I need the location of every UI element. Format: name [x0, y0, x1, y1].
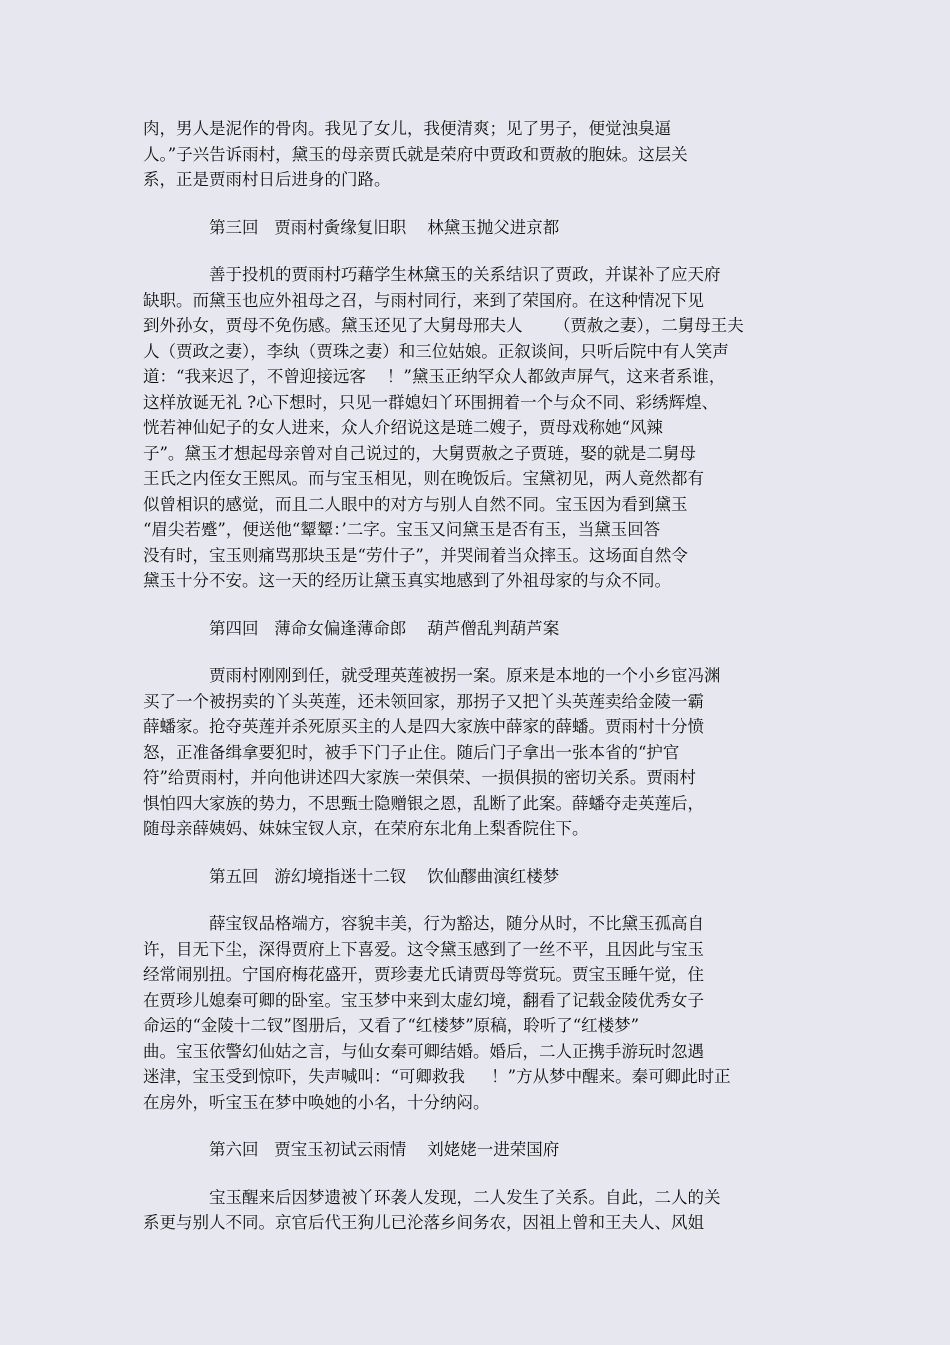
text-line: 随母亲薛姨妈、妹妹宝钗人京，在荣府东北角上梨香院住下。	[143, 819, 589, 838]
chapter-6-summary	[143, 1185, 793, 1236]
chapter-3-summary	[143, 262, 793, 594]
text-line: 肉，男人是泥作的骨肉。我见了女儿，我便清爽；见了男子，便觉浊臭逼	[143, 119, 671, 138]
text-line: 怒，正准备缉拿要犯时，被手下门子止住。随后门子拿出一张本省的“护官	[143, 742, 680, 762]
text-line: 经常闹别扭。宁国府梅花盛开，贾珍妻尤氏请贾母等赏玩。贾宝玉睡午觉，住	[143, 965, 704, 984]
text-line: 薛蟠家。抢夺英莲并杀死原买主的人是四大家族中薛家的薛蟠。贾雨村十分愤	[143, 717, 704, 736]
text-line: 贾雨村刚刚到任，就受理英莲被拐一案。原来是本地的一个小乡宦冯渊	[209, 666, 721, 685]
chapter-5-summary	[143, 911, 793, 1115]
text-line: 恍若神仙妃子的女人进来，众人介绍说这是琏二嫂子，贾母戏称她“风辣	[143, 418, 663, 437]
continuation-paragraph	[143, 116, 793, 193]
text-line: 命运的“金陵十二钗”图册后，又看了“红楼梦”原稿，聆听了“红楼梦”	[143, 1016, 640, 1035]
text-line: 在贾珍儿媳秦可卿的卧室。宝玉梦中来到太虚幻境，翻看了记载金陵优秀女子	[143, 990, 704, 1010]
text-line: 善于投机的贾雨村巧藉学生林黛玉的关系结识了贾政，并谋补了应天府	[209, 265, 721, 284]
text-line: 黛玉十分不安。这一天的经历让黛玉真实地感到了外祖母家的与众不同。	[143, 571, 671, 590]
text-line: 许，目无下尘，深得贾府上下喜爱。这令黛玉感到了一丝不平，且因此与宝玉	[143, 939, 704, 959]
text-line: 系，正是贾雨村日后进身的门路。	[143, 170, 391, 189]
chapter-4-heading: 第四回 薄命女偏逢薄命郎 葫芦僧乱判葫芦案	[209, 618, 560, 638]
chapter-3-heading: 第三回 贾雨村夤缘复旧职 林黛玉抛父进京都	[209, 217, 560, 237]
text-line: 在房外，听宝玉在梦中唤她的小名，十分纳闷。	[143, 1092, 490, 1112]
text-line: 缺职。而黛玉也应外祖母之召，与雨村同行，来到了荣国府。在这种情况下见	[143, 290, 704, 310]
text-line: 人（贾政之妻），李纨（贾珠之妻）和三位姑娘。正叙谈间，只听后院中有人笑声	[143, 341, 729, 361]
text-line: 买了一个被拐卖的丫头英莲，还未领回家，那拐子又把丫头英莲卖给金陵一霸	[143, 691, 704, 711]
text-line: 人。”子兴告诉雨村，黛玉的母亲贾氏就是荣府中贾政和贾赦的胞妹。这层关	[143, 144, 688, 164]
text-line: “眉尖若蹙”，便送他“颦颦：’二字。宝玉又问黛玉是否有玉，当黛玉回答	[143, 520, 661, 539]
chapter-5-heading: 第五回 游幻境指迷十二钗 饮仙醪曲演红楼梦	[209, 866, 560, 886]
text-line: 系更与别人不同。京官后代王狗儿已沦落乡间务农，因祖上曾和王夫人、风姐	[143, 1213, 704, 1232]
text-line: 曲。宝玉依警幻仙姑之言，与仙女秦可卿结婚。婚后，二人正携手游玩时忽遇	[143, 1041, 704, 1061]
document-body	[143, 116, 793, 1236]
text-line: 到外孙女，贾母不免伤感。黛玉还见了大舅母邢夫人 （贾赦之妻），二舅母王夫	[143, 316, 744, 335]
text-line: 迷津，宝玉受到惊吓，失声喊叫：“可卿救我 ！”方从梦中醒来。秦可卿此时正	[143, 1067, 731, 1086]
text-line: 宝玉醒来后因梦遗被丫环袭人发现，二人发生了关系。自此，二人的关	[209, 1187, 721, 1207]
text-line: 王氏之内侄女王熙凤。而与宝玉相见，则在晚饭后。宝黛初见，两人竟然都有	[143, 469, 704, 488]
text-line: 似曾相识的感觉，而且二人眼中的对方与别人自然不同。宝玉因为看到黛玉	[143, 494, 688, 514]
text-line: 薛宝钗品格端方，容貌丰美，行为豁达，随分从时，不比黛玉孤高自	[209, 914, 704, 933]
text-line: 符”给贾雨村，并向他讲述四大家族一荣俱荣、一损俱损的密切关系。贾雨村	[143, 768, 696, 787]
chapter-4-summary	[143, 663, 793, 842]
text-line: 子”。黛玉才想起母亲曾对自己说过的，大舅贾赦之子贾琏，娶的就是二舅母	[143, 443, 696, 463]
chapter-6-heading: 第六回 贾宝玉初试云雨情 刘姥姥一进荣国府	[209, 1140, 560, 1159]
text-line: 惧怕四大家族的势力，不思甄士隐赠银之恩，乱断了此案。薛蟠夺走英莲后，	[143, 793, 704, 813]
text-line: 这样放诞无礼 ?心下想时，只见一群媳妇丫环围拥着一个与众不同、彩绣辉煌、	[143, 392, 719, 412]
text-line: 道：“我来迟了，不曾迎接远客 ！”黛玉正纳罕众人都敛声屏气，这来者系谁，	[143, 367, 726, 386]
text-line: 没有时，宝玉则痛骂那块玉是“劳什子”，并哭闹着当众摔玉。这场面自然令	[143, 545, 688, 565]
